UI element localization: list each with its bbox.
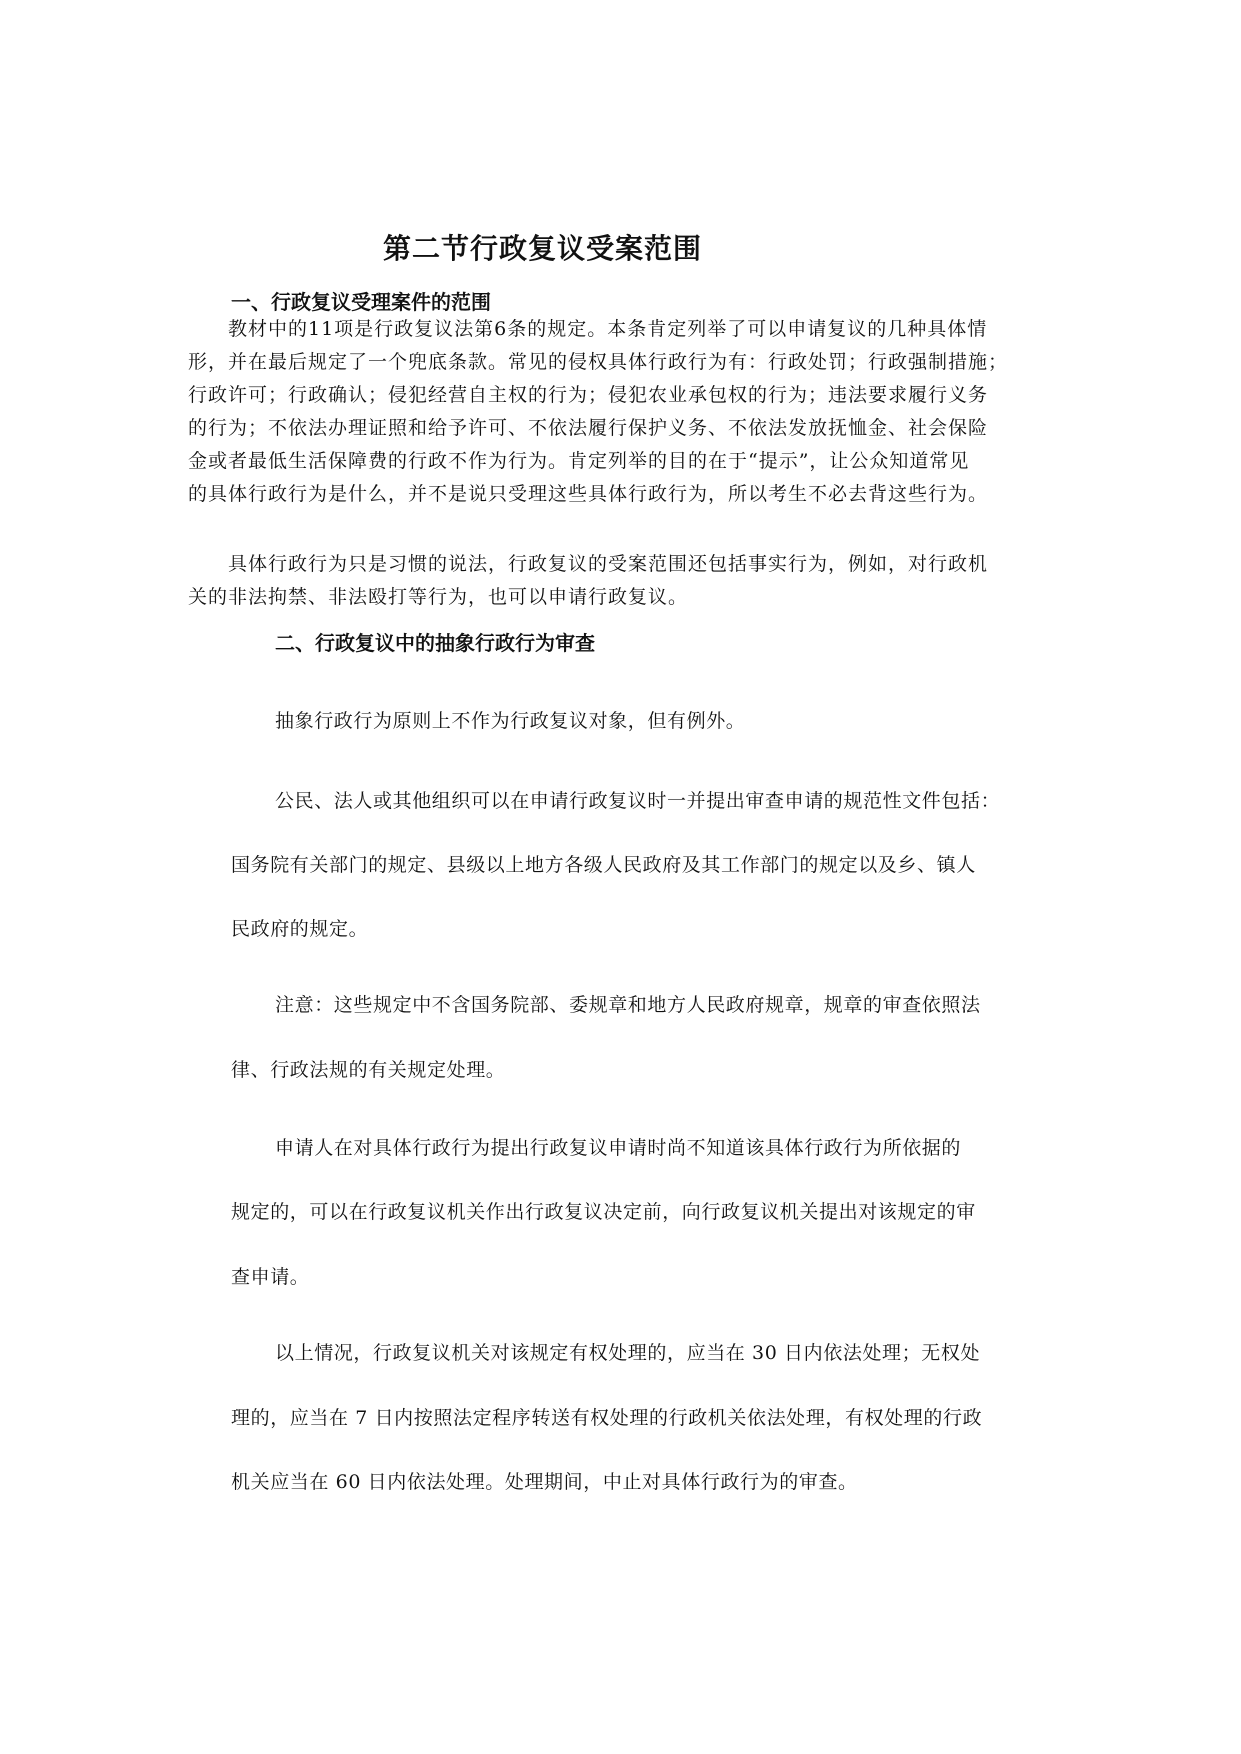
- text-line: 查申请。: [231, 1266, 310, 1288]
- text-line: 的行为；不依法办理证照和给予许可、不依法履行保护义务、不依法发放抚恤金、社会保险: [188, 417, 989, 439]
- text-line: 民政府的规定。: [231, 918, 369, 940]
- text-line: 机关应当在 60 日内依法处理。处理期间，中止对具体行政行为的审查。: [231, 1471, 858, 1493]
- text-line: 金或者最低生活保障费的行政不作为行为。肯定列举的目的在于“提示”，让公众知道常见: [188, 450, 970, 472]
- text-line: 国务院有关部门的规定、县级以上地方各级人民政府及其工作部门的规定以及乡、镇人: [231, 854, 976, 876]
- page-title: 第二节行政复议受案范围: [383, 232, 703, 265]
- section-heading-2: 二、行政复议中的抽象行政行为审查: [275, 631, 595, 655]
- text-line: 的具体行政行为是什么，并不是说只受理这些具体行政行为，所以考生不必去背这些行为。: [188, 483, 989, 505]
- text-line: 申请人在对具体行政行为提出行政复议申请时尚不知道该具体行政行为所依据的: [275, 1137, 962, 1159]
- text-line: 行政许可；行政确认；侵犯经营自主权的行为；侵犯农业承包权的行为；违法要求履行义务: [188, 384, 989, 406]
- text-line: 规定的，可以在行政复议机关作出行政复议决定前，向行政复议机关提出对该规定的审: [231, 1201, 976, 1223]
- text-line: 形，并在最后规定了一个兜底条款。常见的侵权具体行政行为有：行政处罚；行政强制措施；: [188, 351, 1009, 373]
- text-line: 以上情况，行政复议机关对该规定有权处理的，应当在 30 日内依法处理；无权处: [275, 1342, 981, 1364]
- text-line: 注意：这些规定中不含国务院部、委规章和地方人民政府规章，规章的审查依照法: [275, 994, 981, 1016]
- section-heading-1: 一、行政复议受理案件的范围: [231, 290, 491, 314]
- text-line: 教材中的11项是行政复议法第6条的规定。本条肯定列举了可以申请复议的几种具体情: [188, 318, 988, 340]
- text-line: 公民、法人或其他组织可以在申请行政复议时一并提出审查申请的规范性文件包括：: [275, 790, 1001, 812]
- text-line: 具体行政行为只是习惯的说法，行政复议的受案范围还包括事实行为，例如，对行政机: [188, 553, 989, 575]
- text-line: 律、行政法规的有关规定处理。: [231, 1059, 506, 1081]
- paragraph-scope: [188, 313, 1058, 511]
- paragraph-factual-acts: [188, 548, 1058, 614]
- text-line: 关的非法拘禁、非法殴打等行为，也可以申请行政复议。: [188, 586, 689, 608]
- text-line: 理的，应当在 7 日内按照法定程序转送有权处理的行政机关依法处理，有权处理的行政: [231, 1407, 983, 1429]
- text-line: 抽象行政行为原则上不作为行政复议对象，但有例外。: [275, 710, 746, 732]
